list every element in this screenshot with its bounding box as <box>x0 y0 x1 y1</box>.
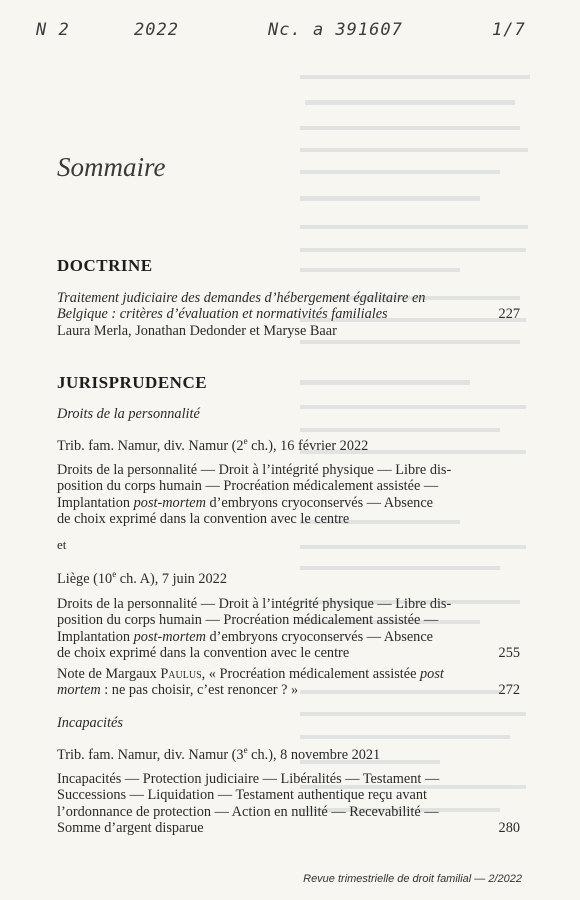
keywords-2-line4: de choix exprimé dans la convention avec le centre <box>57 644 350 661</box>
handwritten-year: 2022 <box>134 20 179 40</box>
handwritten-issue: N 2 <box>36 20 70 40</box>
keywords-1-line2: position du corps humain — Procréation médicalement assistée — <box>57 478 439 495</box>
court-entry-2 <box>57 569 227 588</box>
doctrine-entry-title-line2: Belgique : critères d’évaluation et normativités familiales <box>57 306 388 323</box>
section-doctrine-heading: DOCTRINE <box>57 256 153 275</box>
court-entry-3-text: Trib. fam. Namur, div. Namur (3 <box>57 746 244 763</box>
subheading-incapacites: Incapacités <box>57 715 123 731</box>
keywords-3-line3: l’ordonnance de protection — Action en nullité — Recevabilité — <box>57 803 439 820</box>
court-entry-3 <box>57 745 380 764</box>
doctrine-entry-page: 227 <box>498 306 520 323</box>
note-line1 <box>57 666 507 682</box>
keywords-2-line3-italic: post-mortem <box>133 628 206 645</box>
keywords-1-line1: Droits de la personnalité — Droit à l’intégrité physique — Libre dis- <box>57 462 452 478</box>
keywords-1-line3-b: d’embryons cryoconservés — Absence <box>205 494 434 511</box>
conjunction-et: et <box>57 537 67 552</box>
keywords-3-line2: Successions — Liquidation — Testament authentique reçu avant <box>57 787 427 804</box>
keywords-2-line2: position du corps humain — Procréation médicalement assistée — <box>57 612 439 629</box>
section-jurisprudence-heading: JURISPRUDENCE <box>57 373 208 392</box>
court-entry-1-sup: e <box>243 436 248 446</box>
keywords-entry-3[interactable] <box>57 771 520 836</box>
keywords-entry-1[interactable] <box>57 462 507 527</box>
subheading-droits-personnalite: Droits de la personnalité <box>57 406 200 422</box>
keywords-1-line3-a: Implantation <box>57 494 134 511</box>
keywords-1-line4: de choix exprimé dans la convention avec le centre <box>57 510 350 527</box>
keywords-2-line1: Droits de la personnalité — Droit à l’intégrité physique — Libre dis- <box>57 596 452 612</box>
keywords-1-line3 <box>57 495 507 511</box>
note-line2: : ne pas choisir, c’est renoncer ? » <box>100 682 299 699</box>
handwritten-reference: Nc. a 391607 <box>268 20 403 40</box>
doctrine-entry-authors: Laura Merla, Jonathan Dedonder et Maryse Baar <box>57 322 337 339</box>
note-line1-a: Note de Margaux <box>57 666 161 682</box>
note-line1-b: , « Procréation médicalement assistée <box>201 666 421 682</box>
handwritten-annotation <box>36 20 550 50</box>
keywords-2-line3-b: d’embryons cryoconservés — Absence <box>205 628 434 645</box>
court-entry-3-sup: e <box>243 745 248 755</box>
note-author: Paulus <box>160 666 202 682</box>
keywords-2-line3 <box>57 629 507 645</box>
court-entry-1-text: Trib. fam. Namur, div. Namur (2 <box>57 437 244 454</box>
court-entry-2-text: Liège (10 <box>57 570 113 587</box>
keywords-3-page: 280 <box>498 819 520 836</box>
keywords-1-line3-italic: post-mortem <box>133 494 206 511</box>
keywords-2-page: 255 <box>498 644 520 661</box>
handwritten-count: 1/7 <box>492 20 526 40</box>
note-page: 272 <box>498 682 520 699</box>
court-entry-2-date: ch. A), 7 juin 2022 <box>116 570 227 587</box>
keywords-entry-2[interactable] <box>57 596 520 661</box>
keywords-2-line3-a: Implantation <box>57 628 134 645</box>
page-footer: Revue trimestrielle de droit familial — 2/2022 <box>303 873 522 885</box>
note-line1-italic: post <box>420 666 444 682</box>
doctrine-entry[interactable] <box>57 290 520 339</box>
doctrine-entry-title-line1: Traitement judiciaire des demandes d’hébergement égalitaire en <box>57 290 426 306</box>
note-line2-italic: mortem <box>57 682 101 699</box>
keywords-3-line4: Somme d’argent disparue <box>57 819 204 836</box>
note-entry[interactable] <box>57 666 520 699</box>
court-entry-2-sup: e <box>112 569 117 579</box>
court-entry-1 <box>57 436 368 455</box>
page-title: Sommaire <box>57 152 166 182</box>
court-entry-1-date: ch.), 16 février 2022 <box>247 437 369 454</box>
court-entry-3-date: ch.), 8 novembre 2021 <box>247 746 381 763</box>
keywords-3-line1: Incapacités — Protection judiciaire — Libéralités — Testament — <box>57 771 440 787</box>
